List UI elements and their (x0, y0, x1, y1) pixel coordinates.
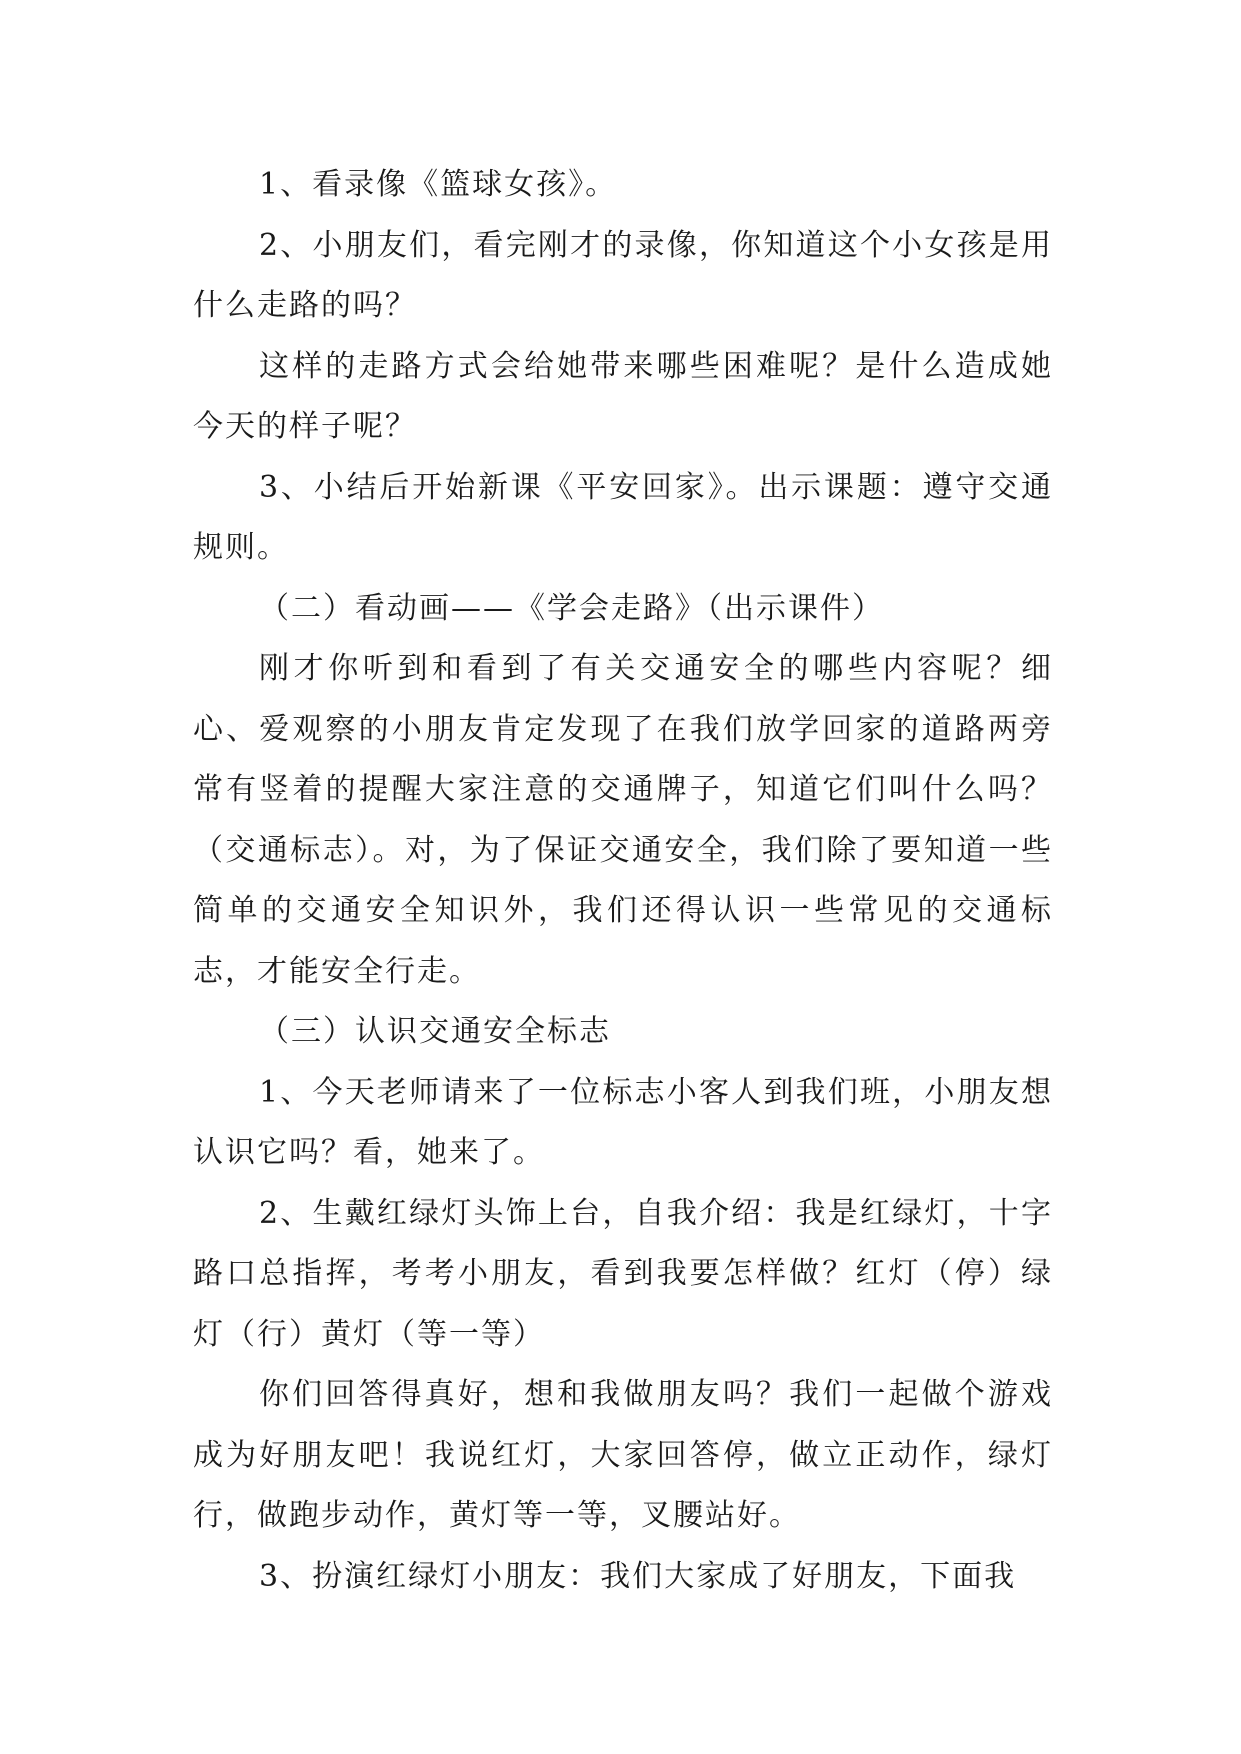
paragraph-traffic-light-intro: 2、生戴红绿灯头饰上台，自我介绍：我是红绿灯，十字路口总指挥，考考小朋友，看到我要怎样做？红灯（停）绿灯（行）黄灯（等一等） (193, 1195, 1053, 1352)
paragraph-watch-video: 1、看录像《篮球女孩》。 (259, 167, 618, 202)
paragraph-question-walking: 2、小朋友们，看完刚才的录像，你知道这个小女孩是用什么走路的吗？ (193, 227, 1053, 323)
section-heading-animation: （二）看动画——《学会走路》（出示课件） (259, 590, 884, 626)
paragraph-game: 你们回答得真好，想和我做朋友吗？我们一起做个游戏成为好朋友吧！我说红灯，大家回答停，做立正动作，绿灯行，做跑步动作，黄灯等一等，叉腰站好。 (193, 1377, 1053, 1533)
paragraph-new-lesson: 3、小结后开始新课《平安回家》。出示课题：遵守交通规则。 (193, 469, 1053, 565)
document-body (193, 155, 1053, 1607)
paragraph-role-play: 3、扮演红绿灯小朋友：我们大家成了好朋友，下面我 (259, 1558, 1017, 1594)
paragraph-traffic-signs-intro: 刚才你听到和看到了有关交通安全的哪些内容呢？细心、爱观察的小朋友肯定发现了在我们放学回家的道路两旁常有竖着的提醒大家注意的交通牌子，知道它们叫什么吗？（交通标志）。对，为了保证交通安全，我们除了要知道一些简单的交通安全知识外，我们还得认识一些常见的交通标志，才能安全行走。 (193, 651, 1053, 989)
paragraph-guest-sign: 1、今天老师请来了一位标志小客人到我们班，小朋友想认识它吗？看，她来了。 (193, 1074, 1053, 1170)
paragraph-question-difficulty: 这样的走路方式会给她带来哪些困难呢？是什么造成她今天的样子呢？ (193, 348, 1053, 444)
section-heading-recognize-signs: （三）认识交通安全标志 (259, 1014, 611, 1049)
